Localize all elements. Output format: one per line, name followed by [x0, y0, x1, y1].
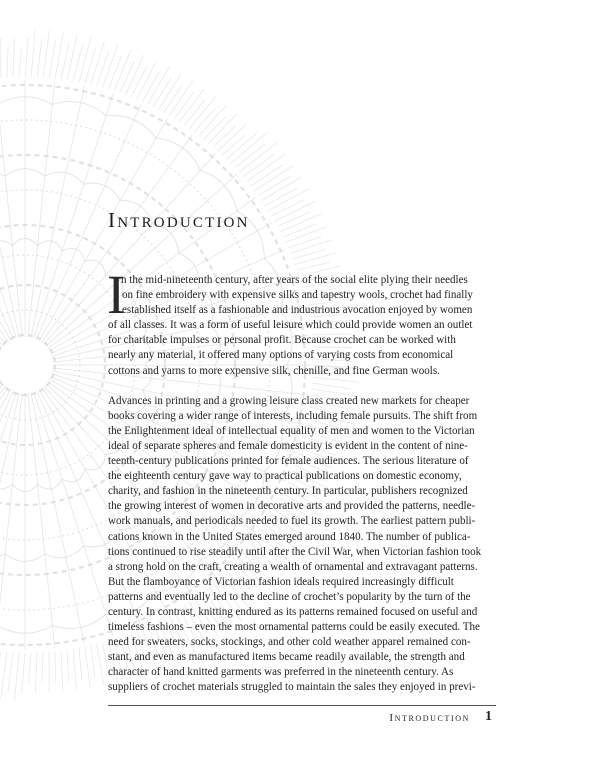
- page-number: 1: [485, 709, 492, 724]
- text-line: for charitable impulses or personal profit. Because crochet can be worked with: [108, 334, 456, 347]
- paragraph-2: [108, 394, 492, 696]
- text-line: character of hand knitted garments was preferred in the nineteenth century. As: [108, 666, 454, 679]
- text-line: cations known in the United States emerged around 1840. The number of publica-: [108, 530, 471, 543]
- text-line: patterns and eventually led to the decline of crochet’s popularity by the turn of the: [108, 590, 471, 603]
- text-line: charity, and fashion in the nineteenth century. In particular, publishers recognized: [108, 485, 468, 498]
- text-line: books covering a wider range of interests, including female pursuits. The shift from: [108, 409, 478, 422]
- text-line: But the flamboyance of Victorian fashion ideals required increasingly difficult: [108, 575, 454, 588]
- text-line: need for sweaters, socks, stockings, and other cold weather apparel remained con-: [108, 636, 471, 649]
- text-line: the eighteenth century gave way to practical publications on domestic economy,: [108, 470, 462, 483]
- text-line: the growing interest of women in decorative arts and provided the patterns, needle-: [108, 500, 476, 513]
- text-line: a strong hold on the craft, creating a wealth of ornamental and extravagant patterns.: [108, 560, 478, 573]
- text-line: Advances in printing and a growing leisure class created new markets for cheaper: [108, 394, 470, 407]
- body-text: [107, 264, 492, 696]
- text-line: century. In contrast, knitting endured as its patterns remained focused on useful and: [108, 605, 478, 618]
- text-line: teenth-century publications printed for female audiences. The serious literature of: [108, 455, 469, 468]
- page-title: Introduction: [108, 208, 250, 232]
- text-line: tions continued to rise steadily until after the Civil War, when Victorian fashion took: [108, 545, 482, 558]
- text-line: stant, and even as manufactured items became readily available, the strength and: [108, 651, 465, 664]
- text-line: work manuals, and periodicals needed to fuel its growth. The earliest pattern publi-: [108, 515, 476, 528]
- text-line: on fine embroidery with expensive silks and tapestry wools, crochet had finally: [122, 289, 473, 302]
- footer-rule: [108, 705, 496, 706]
- text-line: cottons and yarns to more expensive silk, chenille, and fine German wools.: [108, 364, 440, 377]
- text-line: established itself as a fashionable and industrious avocation enjoyed by women: [122, 304, 473, 317]
- paragraph-1: [107, 264, 492, 379]
- text-line: of all classes. It was a form of useful leisure which could provide women an outlet: [108, 319, 473, 332]
- text-line: suppliers of crochet materials struggled to maintain the sales they enjoyed in previ-: [108, 681, 476, 694]
- text-line: timeless fashions – even the most ornamental patterns could be easily executed. The: [108, 621, 480, 634]
- text-line: the Enlightenment ideal of intellectual equality of men and women to the Victorian: [108, 424, 475, 437]
- drop-cap: I: [107, 264, 126, 325]
- text-line: ideal of separate spheres and female domesticity is evident in the content of nine-: [108, 439, 468, 452]
- running-footer-title: Introduction: [389, 712, 470, 724]
- text-line: n the mid-nineteenth century, after years of the social elite plying their needles: [121, 274, 468, 286]
- text-line: nearly any material, it offered many options of varying costs from economical: [108, 349, 454, 362]
